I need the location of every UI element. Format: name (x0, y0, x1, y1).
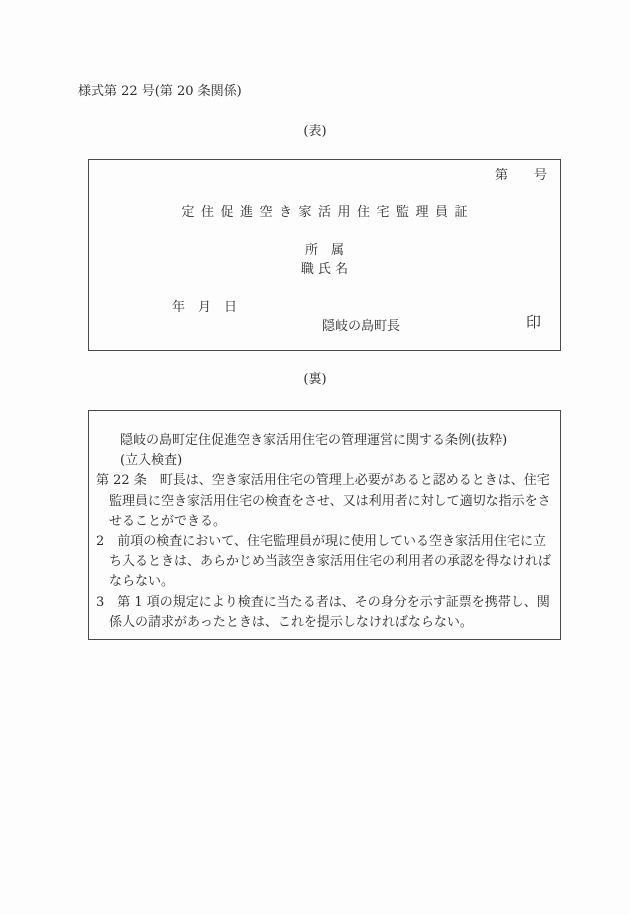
ordinance-section-label: (立入検査) (120, 453, 183, 469)
ordinance-text-line: ならない。 (109, 574, 175, 590)
back-card (88, 410, 561, 640)
serial-number-field: 第 号 (494, 168, 547, 183)
ordinance-text-line: 3 第 1 項の規定により検査に当たる者は、その身分を示す証票を携帯し、関 (96, 594, 550, 610)
form-number-heading: 様式第 22 号(第 20 条関係) (78, 84, 242, 99)
affiliation-label: 所 属 (304, 243, 344, 258)
seal-mark: 印 (525, 313, 541, 331)
back-side-label: (裏) (303, 372, 327, 387)
position-name-label: 職 氏 名 (300, 262, 349, 277)
issuer-name: 隠岐の島町長 (322, 319, 401, 334)
certificate-title: 定住促進空き家活用住宅監理員証 (181, 205, 474, 220)
ordinance-text-line: 係人の請求があったときは、これを提示しなければならない。 (109, 614, 473, 630)
ordinance-text-line: 第 22 条 町長は、空き家活用住宅の管理上必要があると認めるときは、住宅 (96, 473, 550, 489)
ordinance-text-line: 2 前項の検査において、住宅監理員が現に使用している空き家活用住宅に立 (96, 534, 547, 550)
ordinance-text-line: せることができる。 (109, 513, 227, 529)
date-field: 年 月 日 (172, 300, 238, 315)
ordinance-title-line: 隠岐の島町定住促進空き家活用住宅の管理運営に関する条例(抜粋) (120, 433, 508, 448)
front-card (88, 159, 561, 351)
ordinance-text-line: 監理員に空き家活用住宅の検査をさせ、又は利用者に対して適切な指示をさ (109, 493, 551, 509)
front-side-label: (表) (303, 124, 327, 139)
ordinance-text-line: ち入るときは、あらかじめ当該空き家活用住宅の利用者の承認を得なければ (109, 554, 552, 570)
ordinance-excerpt (96, 431, 555, 633)
